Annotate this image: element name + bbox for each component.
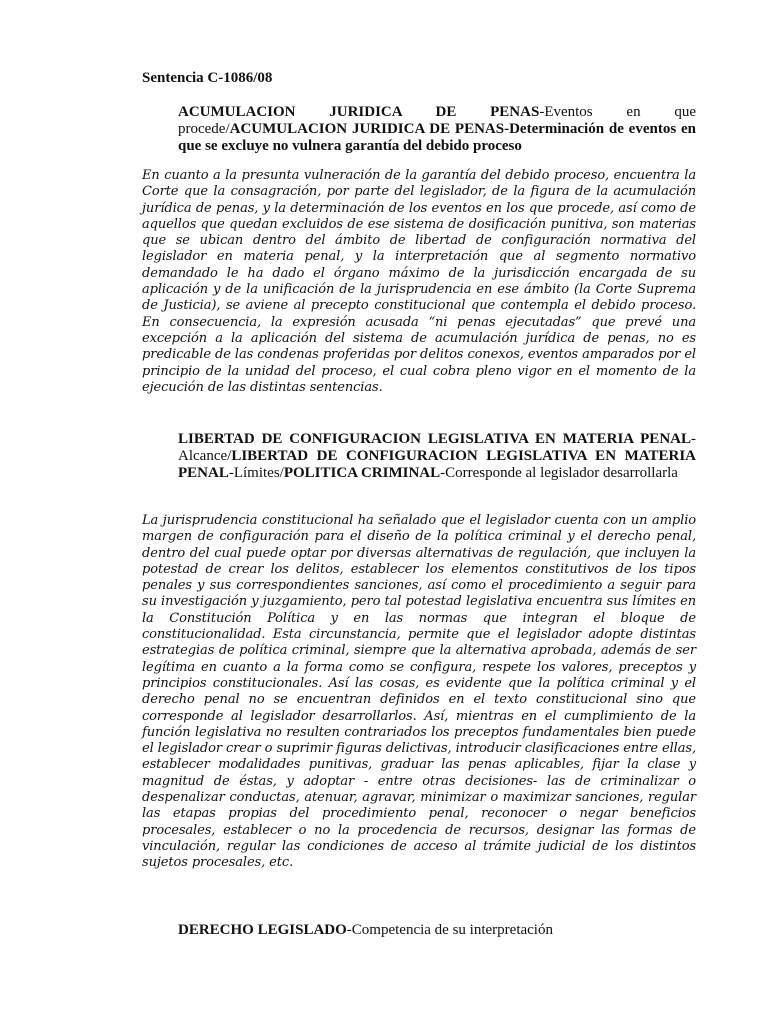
heading-bold-segment: LIBERTAD DE CONFIGURACION LEGISLATIVA EN MATERIA PENAL bbox=[178, 431, 691, 447]
heading-bold-segment: DERECHO LEGISLADO bbox=[178, 922, 347, 938]
paragraph-debido-proceso: En cuanto a la presunta vulneración de la garantía del debido proceso, encuentra la Corte que la consagración, por parte del legislador, de la figura de la acumulación jurídica de penas, y la determinación de los eventos en los que procede, así como de aquellos que quedan excluidos de ese sistema de dosificación punitiva, son materias que se ubican dentro del ámbito de libertad de configuración normativa del legislador en materia penal, y la interpretación que al segmento normativo demandado le ha dado el órgano máximo de la jurisdicción encargada de su aplicación y de la unificación de la jurisprudencia en ese ámbito (la Corte Suprema de Justicia), se aviene al precepto constitucional que contempla el debido proceso. En consecuencia, la expresión acusada “ni penas ejecutadas” que prevé una excepción a la aplicación del sistema de acumulación jurídica de penas, no es predicable de las condenas proferidas por delitos conexos, eventos amparados por el principio de la unidad del proceso, el cual cobra pleno vigor en el momento de la ejecución de las distintas sentencias. bbox=[142, 168, 696, 395]
heading-regular-segment: -Eventos en que procede/ bbox=[178, 104, 696, 137]
heading-bold-segment: -Determinación de eventos en que se excluye no vulnera garantía del debido proceso bbox=[178, 121, 696, 154]
paragraph-politica-criminal: La jurisprudencia constitucional ha señalado que el legislador cuenta con un amplio margen de configuración para el diseño de la política criminal y el derecho penal, dentro del cual puede optar por diversas alternativas de regulación, que incluyen la potestad de crear los delitos, establecer los elementos constitutivos de los tipos penales y sus correspondientes sanciones, así como el procedimiento a seguir para su investigación y juzgamiento, pero tal potestad legislativa encuentra sus límites en la Constitución Política y en las normas que integran el bloque de constitucionalidad. Esta circunstancia, permite que el legislador adopte distintas estrategias de política criminal, siempre que la alternativa aprobada, además de ser legítima en cuanto a la forma como se configura, respete los valores, preceptos y principios constitucionales. Así las cosas, es evidente que la política criminal y el derecho penal no se encuentran definidos en el texto constitucional sino que corresponde al legislador desarrollarlos. Así, mientras en el cumplimiento de la función legislativa no resulten contrariados los preceptos fundamentales bien puede el legislador crear o suprimir figuras delictivas, introducir clasificaciones entre ellas, establecer modalidades punitivas, graduar las penas aplicables, fijar la clase y magnitud de éstas, y adoptar - entre otras decisiones- las de criminalizar o despenalizar conductas, atenuar, agravar, minimizar o maximizar sanciones, regular las etapas propias del procedimiento penal, reconocer o negar beneficios procesales, establecer o no la procedencia de recursos, designar las formas de vinculación, regular las condiciones de acceso al trámite judicial de los distintos sujetos procesales, etc. bbox=[142, 513, 696, 871]
heading-regular-segment: -Límites/ bbox=[228, 465, 284, 481]
document-title: Sentencia C-1086/08 bbox=[142, 70, 273, 86]
section-heading-acumulacion bbox=[178, 104, 696, 155]
heading-bold-segment: ACUMULACION JURIDICA DE PENAS bbox=[229, 121, 505, 137]
heading-bold-segment: LIBERTAD DE CONFIGURACION LEGISLATIVA EN MATERIA PENAL bbox=[178, 448, 696, 481]
heading-regular-segment: -Competencia de su interpretación bbox=[346, 922, 553, 938]
section-heading-derecho-legislado bbox=[178, 922, 696, 939]
section-heading-libertad-configuracion bbox=[178, 431, 696, 482]
heading-bold-segment: ACUMULACION JURIDICA DE PENAS bbox=[178, 104, 540, 120]
heading-regular-segment: -Alcance/ bbox=[178, 431, 696, 464]
heading-regular-segment: -Corresponde al legislador desarrollarla bbox=[440, 465, 678, 481]
heading-bold-segment: POLITICA CRIMINAL bbox=[283, 465, 441, 481]
